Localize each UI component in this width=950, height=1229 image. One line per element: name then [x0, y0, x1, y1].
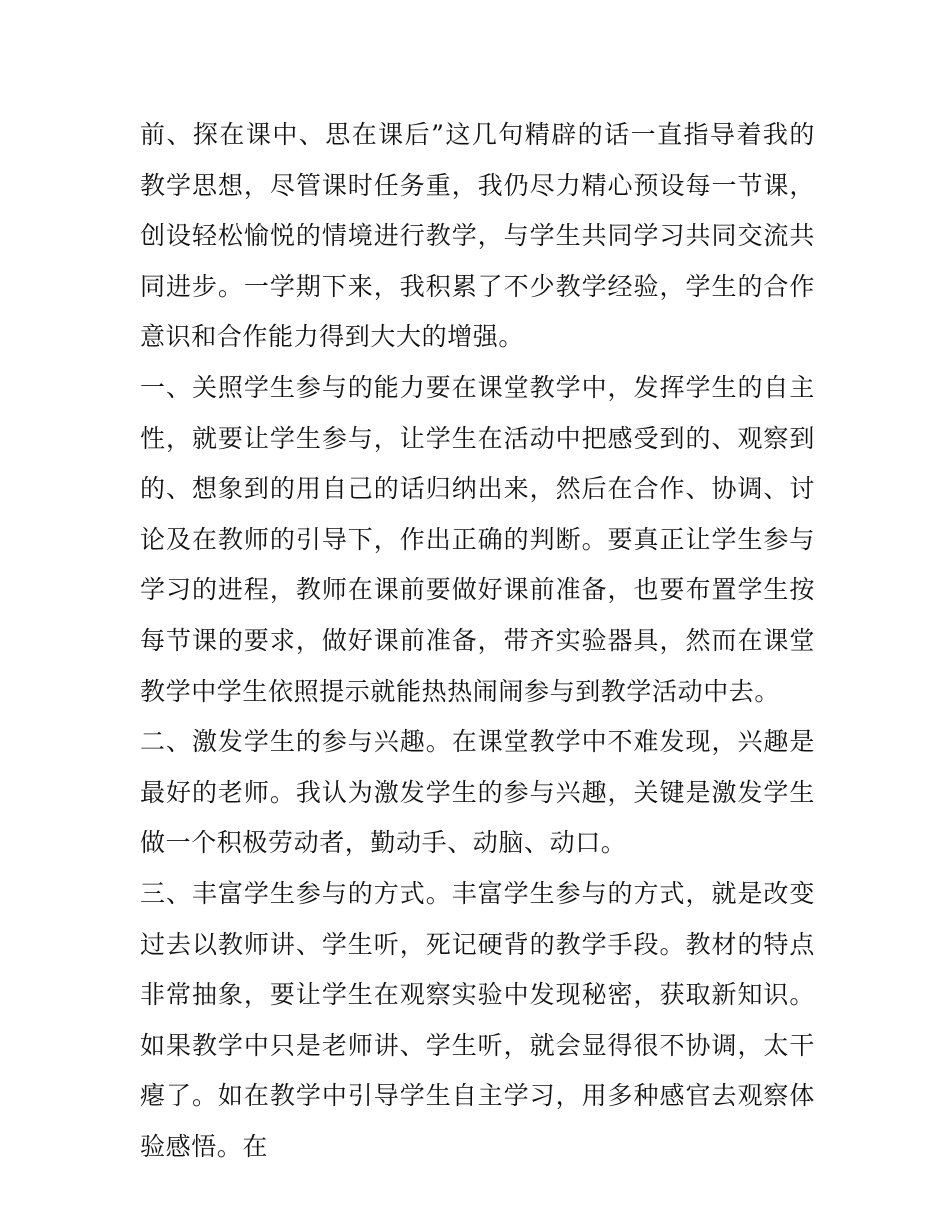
- paragraph-section-two: 二、激发学生的参与兴趣。在课堂教学中不难发现，兴趣是最好的老师。我认为激发学生的参与兴趣，关键是激发学生做一个积极劳动者，勤动手、动脑、动口。: [140, 727, 815, 858]
- paragraph-intro: 前、探在课中、思在课后”这几句精辟的话一直指导着我的教学思想，尽管课时任务重，我仍尽力精心预设每一节课，创设轻松愉悦的情境进行教学，与学生共同学习共同交流共同进步。一学期下来，我积累了不少教学经验，学生的合作意识和合作能力得到大大的增强。: [140, 120, 815, 352]
- document-body: [140, 110, 815, 1172]
- paragraph-section-three: 三、丰富学生参与的方式。丰富学生参与的方式，就是改变过去以教师讲、学生听，死记硬背的教学手段。教材的特点非常抽象，要让学生在观察实验中发现秘密，获取新知识。如果教学中只是老师讲、学生听，就会显得很不协调，太干瘪了。如在教学中引导学生自主学习，用多种感官去观察体验感悟。在: [140, 878, 815, 1161]
- paragraph-section-one: 一、关照学生参与的能力要在课堂教学中，发挥学生的自主性，就要让学生参与，让学生在活动中把感受到的、观察到的、想象到的用自己的话归纳出来，然后在合作、协调、讨论及在教师的引导下，作出正确的判断。要真正让学生参与学习的进程，教师在课前要做好课前准备，也要布置学生按每节课的要求，做好课前准备，带齐实验器具，然而在课堂教学中学生依照提示就能热热闹闹参与到教学活动中去。: [140, 372, 815, 706]
